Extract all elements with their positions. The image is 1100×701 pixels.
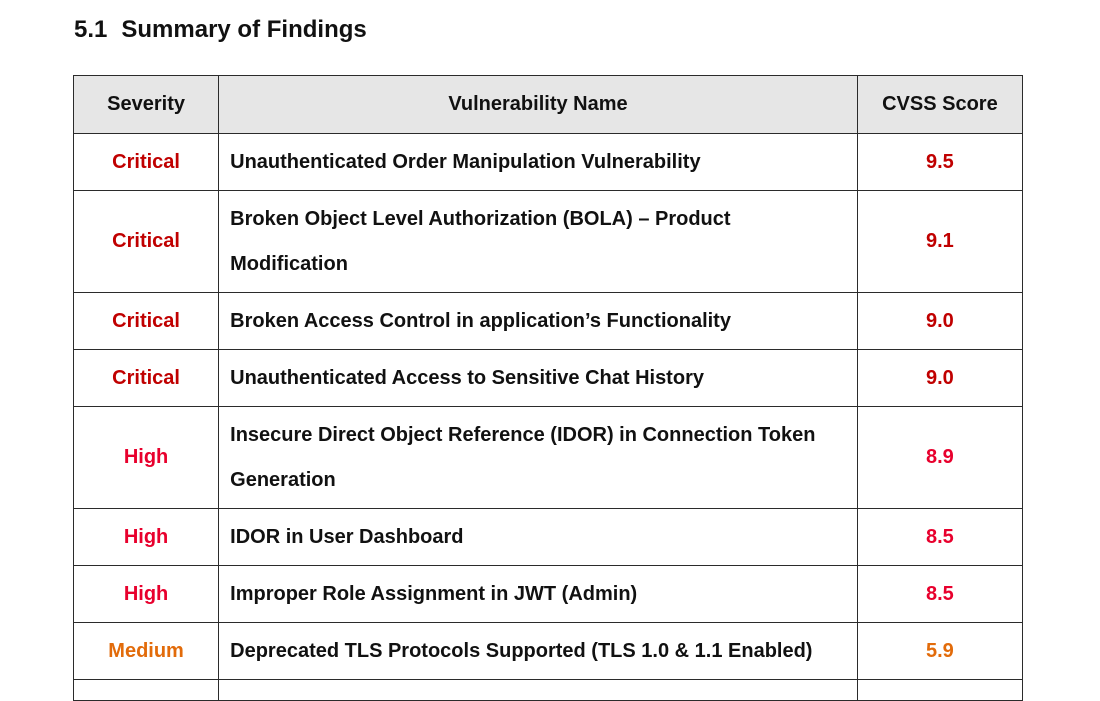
vulnerability-name-cell: Unauthenticated Access to Sensitive Chat History — [219, 350, 858, 407]
empty-cell — [74, 680, 219, 701]
vulnerability-name-cell: Deprecated TLS Protocols Supported (TLS 1.0 & 1.1 Enabled) — [219, 623, 858, 680]
vulnerability-name-cell: Unauthenticated Order Manipulation Vulnerability — [219, 134, 858, 191]
section-title: Summary of Findings — [121, 16, 367, 43]
header-severity: Severity — [74, 76, 219, 134]
cvss-score-cell: 8.9 — [857, 407, 1022, 509]
table-row — [74, 191, 1023, 293]
cvss-score-cell: 9.5 — [857, 134, 1022, 191]
header-cvss-score: CVSS Score — [857, 76, 1022, 134]
table-row — [74, 350, 1023, 407]
severity-cell: High — [74, 407, 219, 509]
table-row — [74, 566, 1023, 623]
severity-cell: High — [74, 509, 219, 566]
table-row — [74, 509, 1023, 566]
table-header-row — [74, 76, 1023, 134]
severity-cell: Critical — [74, 134, 219, 191]
header-vulnerability-name: Vulnerability Name — [219, 76, 858, 134]
table-row — [74, 293, 1023, 350]
vulnerability-name-cell: IDOR in User Dashboard — [219, 509, 858, 566]
vulnerability-name-cell: Broken Object Level Authorization (BOLA) – Product Modification — [219, 191, 858, 293]
severity-cell: Critical — [74, 191, 219, 293]
findings-table — [73, 75, 1023, 701]
table-row-partial — [74, 680, 1023, 701]
cvss-score-cell: 9.0 — [857, 350, 1022, 407]
vulnerability-name-cell: Insecure Direct Object Reference (IDOR) in Connection Token Generation — [219, 407, 858, 509]
severity-cell: High — [74, 566, 219, 623]
vulnerability-name-cell: Broken Access Control in application’s Functionality — [219, 293, 858, 350]
vulnerability-name-cell: Improper Role Assignment in JWT (Admin) — [219, 566, 858, 623]
empty-cell — [219, 680, 858, 701]
cvss-score-cell: 9.0 — [857, 293, 1022, 350]
empty-cell — [857, 680, 1022, 701]
cvss-score-cell: 9.1 — [857, 191, 1022, 293]
table-row — [74, 134, 1023, 191]
cvss-score-cell: 8.5 — [857, 566, 1022, 623]
table-row — [74, 407, 1023, 509]
cvss-score-cell: 5.9 — [857, 623, 1022, 680]
section-heading — [74, 14, 367, 46]
findings-table-body — [74, 134, 1023, 701]
cvss-score-cell: 8.5 — [857, 509, 1022, 566]
severity-cell: Medium — [74, 623, 219, 680]
section-number: 5.1 — [74, 16, 108, 43]
severity-cell: Critical — [74, 350, 219, 407]
table-row — [74, 623, 1023, 680]
severity-cell: Critical — [74, 293, 219, 350]
